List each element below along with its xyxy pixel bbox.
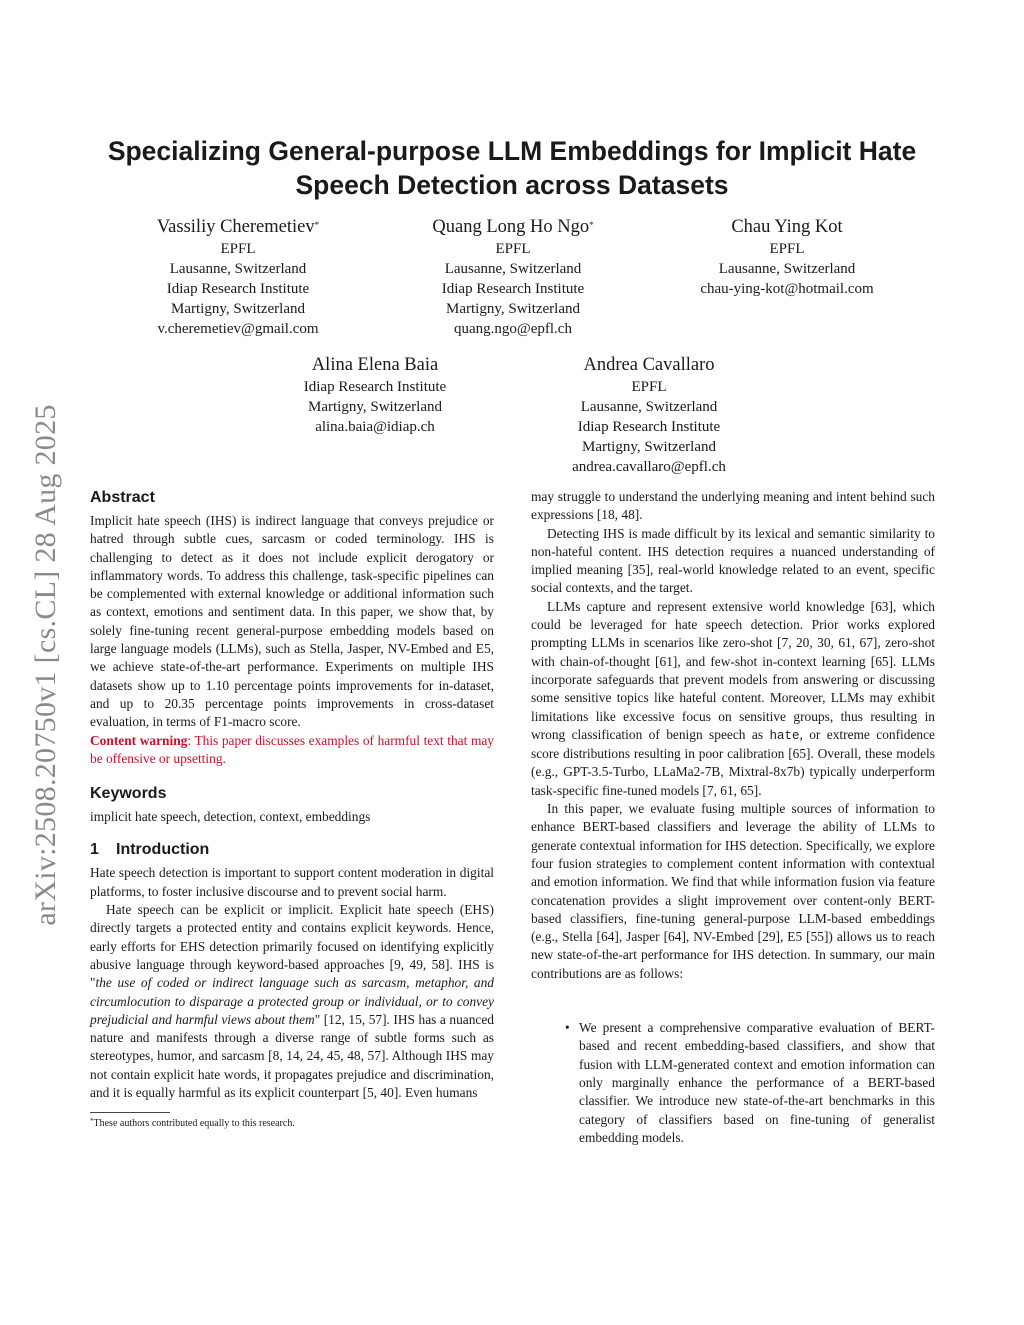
content-warning-text: : This paper discusses examples of harmful text that may be offensive or upsetting.: [90, 732, 494, 766]
author-location: Lausanne, Switzerland: [718, 261, 856, 277]
contribution-1: We present a comprehensive comparative evaluation of BERT-based and recent embedding-based classifiers, and show that fusion with LLM-generated context and emotion information can only marginally enhance the performance of a BERT-based classifier. We introduce new state-of-the-art benchmarks in this category of classifiers based on fine-tuning of generalist embedding models.: [579, 1020, 935, 1145]
author-affiliation: EPFL: [769, 241, 805, 257]
author-name: Alina Elena Baia: [311, 355, 439, 375]
footnote-divider: [90, 1112, 170, 1113]
abstract-heading: Abstract: [90, 489, 155, 506]
intro-heading: [90, 840, 494, 860]
intro-paragraph-2: [90, 901, 494, 1102]
author-affiliation: EPFL: [220, 241, 256, 257]
llm-text-start: LLMs capture and represent extensive world knowledge [63], which could be leveraged for hate speech detection. Prior works explored prompting LLMs in scenarios like zero-shot [7, 20, 30, 61, 67], zero-shot with chain-of-thought [61], and few-shot in-context learning [65]. LLMs incorporate safeguards that prevent models from answering or discussing some sensitive topics like hateful content. Moreover, LLMs may exhibit limitations like excessive focus on sensitive groups, thus resulting in wrong classification of benign speech as: [531, 598, 935, 742]
footnote-text: These authors contributed equally to this research.: [93, 1118, 295, 1130]
author-block-5: [529, 354, 769, 477]
author-affiliation: EPFL: [631, 379, 667, 395]
author-name: Vassiliy Cheremetiev: [156, 217, 315, 237]
intro-paragraph-detecting: Detecting IHS is made difficult by its lexical and semantic similarity to non-hateful content. IHS detection requires a nuanced understanding of implied meaning [35], real-world knowledge related to an event, specific social contexts, and the target.: [531, 525, 935, 596]
author-location: Lausanne, Switzerland: [169, 261, 307, 277]
title-line-2: Speech Detection across Datasets: [295, 170, 729, 200]
author-affiliation: EPFL: [495, 241, 531, 257]
arxiv-identifier: arXiv:2508.20750v1 [cs.CL] 28 Aug 2025: [29, 404, 62, 926]
intro-paragraph-llms: [531, 598, 935, 800]
author-location: Lausanne, Switzerland: [580, 399, 718, 415]
author-block-1: [118, 216, 358, 339]
content-warning-label: Content warning: [90, 732, 188, 748]
intro-paragraph-this-paper: In this paper, we evaluate fusing multiple sources of information to enhance BERT-based classifiers and leverage the ability of LLMs to generate contextual information for IHS detection. Specifically, we explore four fusion strategies to complement content information with contextual and emotion information. We find that while information fusion via feature concatenation provides a slight improvement over content-only BERT-based classifiers, fine-tuning general-purpose LLM-based embeddings (e.g., Stella [64], Jasper [64], NV-Embed [29], E5 [55]) allows us to reach new state-of-the-art performance for IHS detection. In summary, our main contributions are as follows:: [531, 801, 935, 981]
author-block-2: [393, 216, 633, 339]
contributions-list: [531, 1019, 935, 1147]
llm-text-end: , or extreme confidence score distributions resulting in poor calibration [65]. Overall, these models (e.g., GPT-3.5-Turbo, LLaMa2-7B, Mixtral-8x7b) typically underperform task-specific fine-tuned models [7, 61, 65].: [531, 726, 935, 798]
author-affiliation: Idiap Research Institute: [441, 281, 585, 297]
author-affiliation: Idiap Research Institute: [166, 281, 310, 297]
author-name: Chau Ying Kot: [731, 217, 843, 237]
author-location: Martigny, Switzerland: [171, 301, 305, 317]
paper-title: [80, 134, 944, 202]
footnote: [90, 1117, 494, 1130]
author-block-3: [667, 216, 907, 299]
ihs-definition-quote: the use of coded or indirect language such as sarcasm, metaphor, and circumlocution to disparage a protected group or individual, or to convey prejudicial and harmful views about them: [90, 975, 494, 1027]
section-title: Introduction: [116, 841, 210, 859]
author-location: Martigny, Switzerland: [446, 301, 580, 317]
author-affiliation: Idiap Research Institute: [577, 419, 721, 435]
author-email: andrea.cavallaro@epfl.ch: [572, 459, 726, 475]
right-column: [531, 488, 935, 1147]
footnote-mark: *: [90, 1117, 94, 1126]
list-item: [531, 1019, 935, 1147]
author-location: Martigny, Switzerland: [582, 439, 716, 455]
author-location: Lausanne, Switzerland: [444, 261, 582, 277]
author-location: Martigny, Switzerland: [308, 399, 442, 415]
equal-contribution-mark: *: [314, 220, 320, 230]
author-affiliation: Idiap Research Institute: [303, 379, 447, 395]
author-block-4: [255, 354, 495, 437]
author-email: quang.ngo@epfl.ch: [454, 321, 572, 337]
intro-p2-start: Hate speech can be explicit or implicit. Explicit hate speech (EHS) directly targets a protected entity and contains explicit keywords. Hence, early efforts for EHS detection primarily focused on identifying explicitly abusive language through keyword-based approaches [9, 49, 58]. IHS is ": [90, 902, 494, 991]
author-email: chau-ying-kot@hotmail.com: [700, 281, 874, 297]
arxiv-sidebar-stamp: [28, 370, 64, 960]
author-name: Andrea Cavallaro: [583, 355, 715, 375]
intro-p2-end: " [12, 15, 57]. IHS has a nuanced nature and manifests through a diverse range of subtle forms such as stereotypes, humor, and sarcasm [8, 14, 24, 45, 48, 57]. Although IHS may not contain explicit hate words, it propagates prejudice and discrimination, and it is equally harmful as its explicit counterpart [5, 40]. Even humans: [90, 1011, 495, 1101]
author-email: alina.baia@idiap.ch: [315, 419, 435, 435]
keywords-text: implicit hate speech, detection, context, embeddings: [90, 809, 371, 825]
bullet-icon: •: [565, 1020, 570, 1036]
author-email: v.cheremetiev@gmail.com: [157, 321, 319, 337]
hate-label-code: hate: [769, 728, 800, 743]
keywords-heading: Keywords: [90, 785, 167, 803]
author-name: Quang Long Ho Ngo: [432, 217, 590, 237]
equal-contribution-mark: *: [589, 220, 594, 230]
section-number: 1: [90, 841, 99, 859]
intro-continuation: may struggle to understand the underlying meaning and intent behind such expressions [18, 48].: [531, 489, 935, 523]
abstract-text: Implicit hate speech (IHS) is indirect language that conveys prejudice or hatred through subtle cues, sarcasm or coded terminology. IHS is challenging to detect as it does not include explicit derogatory or inflammatory words. To address this challenge, task-specific pipelines can be complemented with external knowledge or additional information such as context, emotions and sentiment data. In this paper, we show that, by solely fine-tuning recent general-purpose embedding models based on large language models (LLMs), such as Stella, Jasper, NV-Embed and E5, we achieve state-of-the-art performance. Experiments on multiple IHS datasets show up to 1.10 percentage points improvements for in-dataset, and up to 20.35 percentage points improvements in cross-dataset evaluation, in terms of F1-macro score.: [90, 513, 494, 730]
left-column: [90, 488, 494, 1130]
intro-paragraph-1: Hate speech detection is important to support content moderation in digital platforms, to foster inclusive discourse and to prevent social harm.: [90, 865, 494, 899]
content-warning: [90, 732, 494, 769]
title-line-1: Specializing General-purpose LLM Embeddings for Implicit Hate: [107, 136, 917, 166]
